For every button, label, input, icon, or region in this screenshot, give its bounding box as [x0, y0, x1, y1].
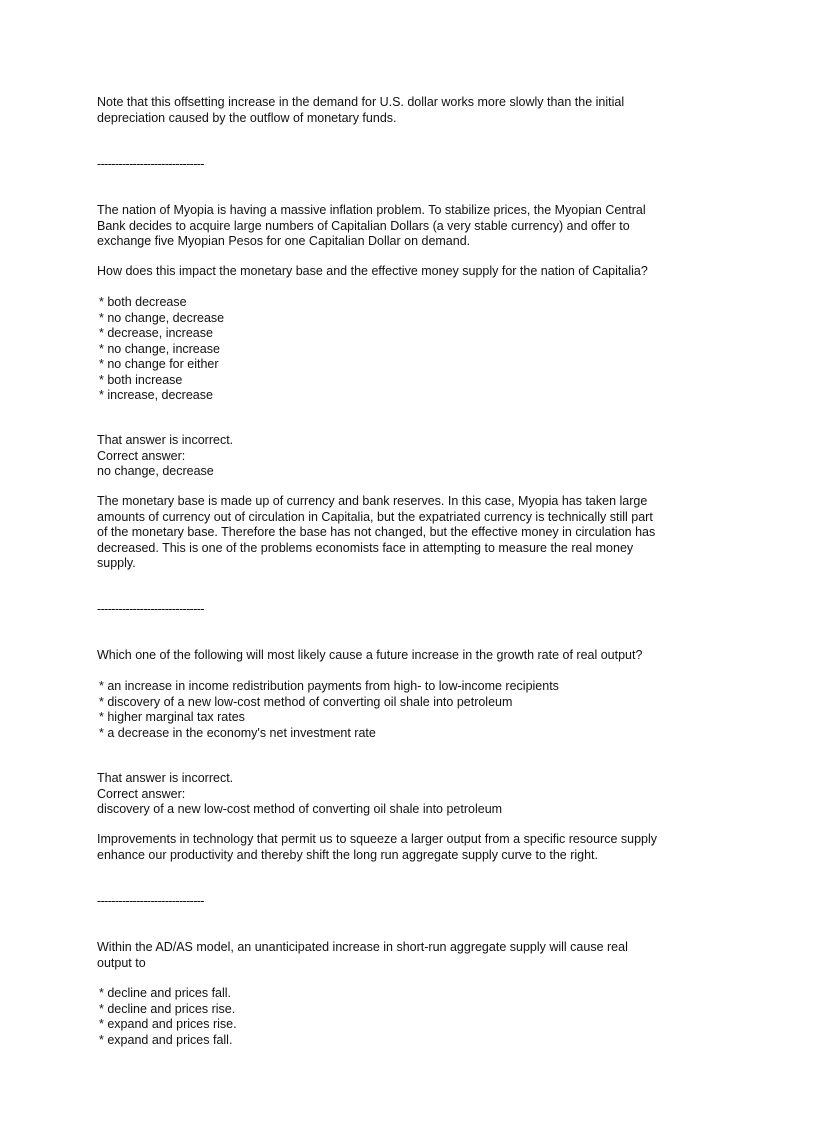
q1-feedback — [97, 433, 727, 480]
q1-prompt-line: The nation of Myopia is having a massive inflation problem. To stabilize prices, the Myopian Central — [97, 203, 646, 217]
intro-note-line: depreciation caused by the outflow of monetary funds. — [97, 110, 397, 125]
q2-option: * a decrease in the economy's net investment rate — [99, 725, 376, 740]
q1-option: * decrease, increase — [99, 326, 213, 340]
q2-correct-answer: discovery of a new low-cost method of converting oil shale into petroleum — [97, 802, 503, 816]
q2-explanation — [97, 832, 727, 863]
separator-1: ------------------------------ — [97, 157, 204, 171]
q3-options — [97, 986, 727, 1048]
q2-option: * discovery of a new low-cost method of converting oil shale into petroleum — [99, 694, 513, 709]
q1-prompt-line: Bank decides to acquire large numbers of Capitalian Dollars (a very stable currency) and offer to — [97, 218, 630, 233]
separator-3: ------------------------------ — [97, 894, 204, 908]
q1-explanation-line: supply. — [97, 556, 136, 570]
separator-2: ------------------------------ — [97, 602, 204, 616]
q1-prompt-line: exchange five Myopian Pesos for one Capitalian Dollar on demand. — [97, 234, 471, 248]
q1-option: * no change, decrease — [99, 310, 225, 325]
q2-question: Which one of the following will most likely cause a future increase in the growth rate of real output? — [97, 648, 643, 662]
q1-correct-label: Correct answer: — [97, 448, 186, 463]
q2-explanation-line: enhance our productivity and thereby shift the long run aggregate supply curve to the right. — [97, 847, 599, 862]
q1-option: * no change for either — [99, 357, 219, 371]
q1-option: * increase, decrease — [99, 388, 213, 402]
q1-option: * no change, increase — [99, 341, 220, 356]
q1-explanation-line: The monetary base is made up of currency and bank reserves. In this case, Myopia has taken large — [97, 494, 648, 508]
q3-question-line: Within the AD/AS model, an unanticipated increase in short-run aggregate supply will cause real — [97, 940, 628, 954]
q2-options — [97, 679, 727, 741]
q3-option: * expand and prices fall. — [99, 1032, 233, 1047]
q1-prompt — [97, 203, 727, 250]
q3-question-line: output to — [97, 955, 146, 970]
q1-explanation — [97, 494, 727, 572]
q1-options — [97, 295, 727, 404]
q1-explanation-line: of the monetary base. Therefore the base has not changed, but the effective money in circulation has — [97, 525, 656, 539]
q3-option: * decline and prices rise. — [99, 1001, 236, 1016]
q1-explanation-line: amounts of currency out of circulation in Capitalia, but the expatriated currency is technically still part — [97, 509, 653, 524]
q3-option: * expand and prices rise. — [99, 1017, 237, 1031]
q2-correct-label: Correct answer: — [97, 786, 186, 801]
q1-explanation-line: decreased. This is one of the problems economists face in attempting to measure the real money — [97, 540, 634, 555]
intro-note — [97, 95, 727, 126]
q1-question: How does this impact the monetary base and the effective money supply for the nation of Capitalia? — [97, 264, 648, 278]
q1-correct-answer: no change, decrease — [97, 464, 214, 478]
q2-result: That answer is incorrect. — [97, 771, 234, 785]
q3-option: * decline and prices fall. — [99, 986, 232, 1000]
intro-note-line: Note that this offsetting increase in the demand for U.S. dollar works more slowly than the initial — [97, 95, 625, 109]
q2-option: * an increase in income redistribution payments from high- to low-income recipients — [99, 679, 559, 693]
q2-explanation-line: Improvements in technology that permit us to squeeze a larger output from a specific resource supply — [97, 832, 658, 846]
q2-option: * higher marginal tax rates — [99, 710, 245, 724]
q1-option: * both increase — [99, 372, 183, 387]
q1-result: That answer is incorrect. — [97, 433, 234, 447]
q3-question — [97, 940, 727, 971]
q1-option: * both decrease — [99, 295, 187, 309]
q2-feedback — [97, 771, 727, 818]
